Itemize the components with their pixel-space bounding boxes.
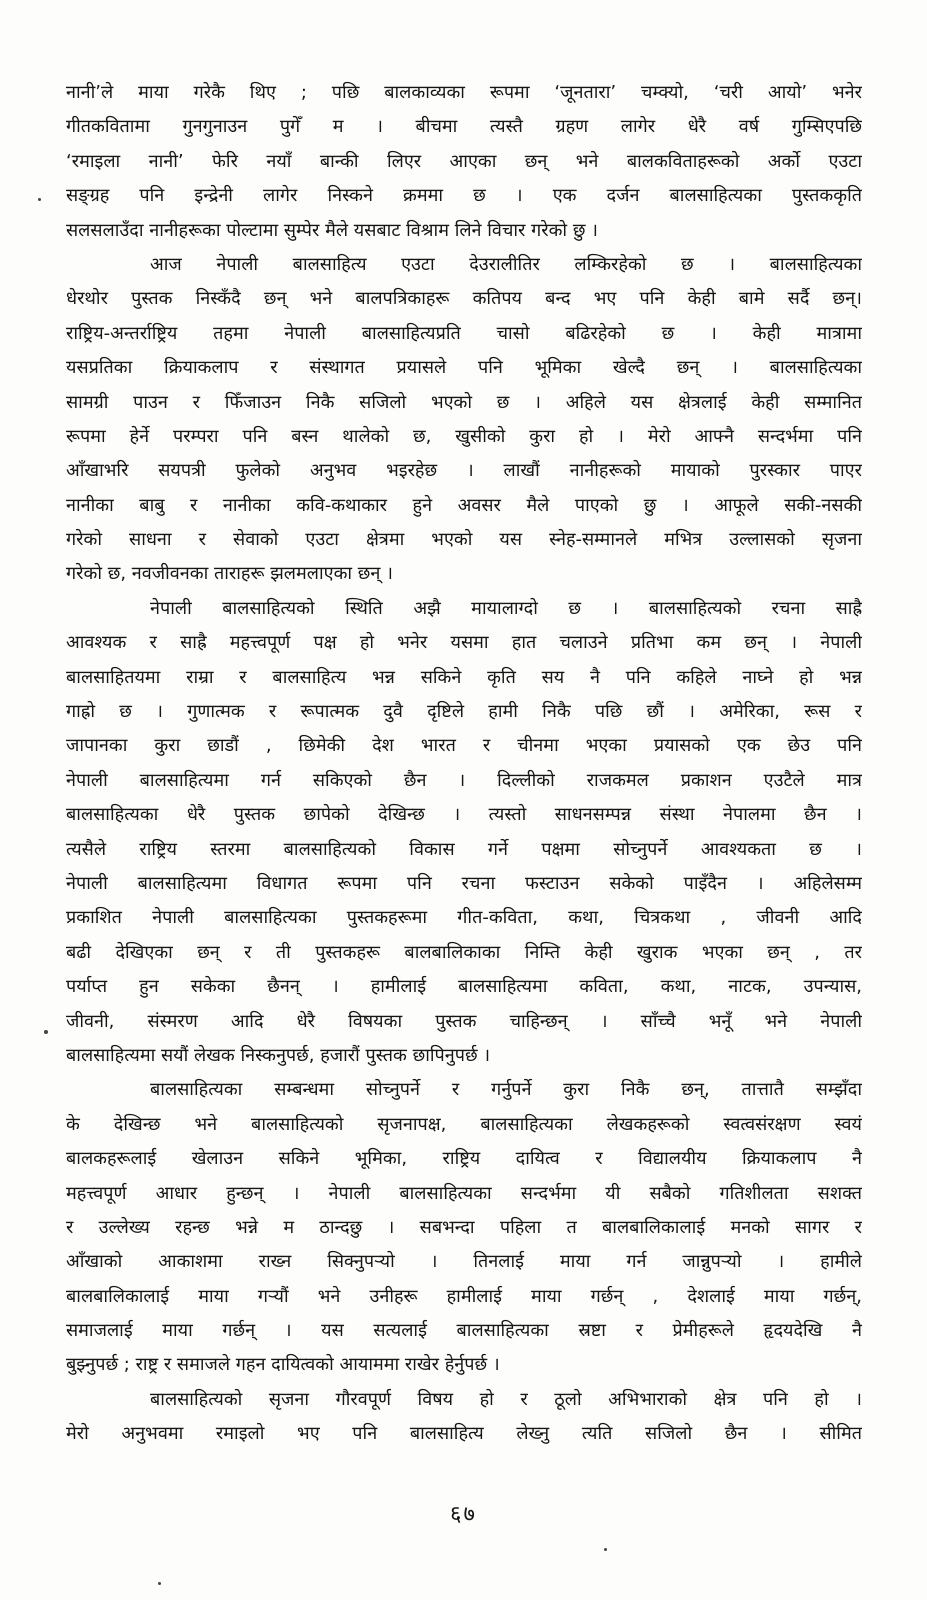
text-line: बालसाहित्यका सम्बन्धमा सोच्नुपर्ने र गर्नुपर्ने कुरा निकै छन्, तात्तातै सम्झँदा (150, 1079, 862, 1101)
body-text (66, 76, 862, 1452)
text-line: बालसाहित्यका धेरै पुस्तक छापेको देखिन्छ । त्यस्तो साधनसम्पन्न संस्था नेपालमा छैन । (66, 804, 862, 826)
text-line: र उल्लेख्य रहन्छ भन्ने म ठान्दछु । सबभन्दा पहिला त बालबालिकालाई मनको सागर र (66, 1216, 862, 1238)
text-line: नेपाली बालसाहित्यमा विधागत रूपमा पनि रचना फस्टाउन सकेको पाइँदैन । अहिलेसम्म (66, 872, 862, 894)
text-line: त्यसैले राष्ट्रिय स्तरमा बालसाहित्यको विकास गर्ने पक्षमा सोच्नुपर्ने आवश्यकता छ । (66, 838, 862, 860)
text-line: बालसाहितयमा राम्रा र बालसाहित्य भन्न सकिने कृति सय नै पनि कहिले नाघ्ने हो भन्न (66, 666, 862, 688)
text-line: के देखिन्छ भने बालसाहित्यको सृजनापक्ष, बालसाहित्यका लेखकहरूको स्वत्वसंरक्षण स्वयं (66, 1113, 862, 1135)
text-line: बालसाहित्यमा सयौं लेखक निस्कनुपर्छ, हजारौं पुस्तक छापिनुपर्छ । (66, 1044, 491, 1066)
text-line: आँखाभरि सयपत्री फुलेको अनुभव भइरहेछ । लाखौं नानीहरूको मायाको पुरस्कार पाएर (66, 460, 862, 482)
text-line: ‘रमाइला नानी’ फेरि नयाँ बान्की लिएर आएका छन् भने बालकविताहरूको अर्को एउटा (66, 150, 862, 172)
text-line: रूपमा हेर्ने परम्परा पनि बस्न थालेको छ, खुसीको कुरा हो । मेरो आफ्नै सन्दर्भमा पनि (66, 425, 862, 447)
text-line: नेपाली बालसाहित्यको स्थिति अझै मायालाग्दो छ । बालसाहित्यको रचना साह्रै (150, 597, 862, 619)
text-line: सलसलाउँदा नानीहरूका पोल्टामा सुम्पेर मैले यसबाट विश्राम लिने विचार गरेको छु । (66, 219, 598, 241)
text-line: बुझ्नुपर्छ ; राष्ट्र र समाजले गहन दायित्वको आयाममा राखेर हेर्नुपर्छ । (66, 1354, 500, 1376)
text-line: बालबालिकालाई माया गर्‍यौं भने उनीहरू हामीलाई माया गर्छन् , देशलाई माया गर्छन्, (66, 1285, 862, 1307)
text-line: गरेको छ, नवजीवनका ताराहरू झलमलाएका छन् । (66, 563, 393, 585)
text-line: पर्याप्त हुन सकेका छैनन् । हामीलाई बालसाहित्यमा कविता, कथा, नाटक, उपन्यास, (66, 976, 862, 998)
text-line: समाजलाई माया गर्छन् । यस सत्यलाई बालसाहित्यका स्रष्टा र प्रेमीहरूले हृदयदेखि नै (66, 1320, 862, 1342)
text-line: जीवनी, संस्मरण आदि धेरै विषयका पुस्तक चाहिन्छन् । साँच्चै भनूँ भने नेपाली (66, 1010, 862, 1032)
text-line: प्रकाशित नेपाली बालसाहित्यका पुस्तकहरूमा गीत-कविता, कथा, चित्रकथा , जीवनी आदि (66, 907, 862, 929)
text-line: नेपाली बालसाहित्यमा गर्न सकिएको छैन । दिल्लीको राजकमल प्रकाशन एउटैले मात्र (66, 769, 862, 791)
text-line: राष्ट्रिय-अन्तर्राष्ट्रिय तहमा नेपाली बालसाहित्यप्रति चासो बढिरहेको छ । केही मात्रामा (66, 322, 862, 344)
scan-speck (604, 1548, 607, 1551)
text-line: बढी देखिएका छन् र ती पुस्तकहरू बालबालिकाका निम्ति केही खुराक भएका छन् , तर (66, 941, 862, 963)
text-line: बालकहरूलाई खेलाउन सकिने भूमिका, राष्ट्रिय दायित्व र विद्यालयीय क्रियाकलाप नै (66, 1148, 862, 1170)
text-line: सामग्री पाउन र फिँजाउन निकै सजिलो भएको छ । अहिले यस क्षेत्रलाई केही सम्मानित (66, 391, 862, 413)
scan-speck (44, 1030, 48, 1034)
page-number: ६७ (450, 1502, 477, 1527)
scan-speck (38, 198, 41, 201)
text-line: नानी’ले माया गरेकै थिए ; पछि बालकाव्यका रूपमा ‘जूनतारा’ चम्क्यो, ‘चरी आयो’ भनेर (66, 82, 862, 103)
text-line: आँखाको आकाशमा राख्न सिक्नुपर्‍यो । तिनलाई माया गर्न जान्नुपर्‍यो । हामीले (66, 1251, 862, 1273)
text-line: गरेको साधना र सेवाको एउटा क्षेत्रमा भएको यस स्नेह-सम्मानले मभित्र उल्लासको सृजना (66, 529, 862, 551)
text-line: धेरथोर पुस्तक निस्कँदै छन् भने बालपत्रिकाहरू कतिपय बन्द भए पनि केही बामे सर्दै छन्। (66, 288, 862, 310)
text-line: महत्त्वपूर्ण आधार हुन्छन् । नेपाली बालसाहित्यका सन्दर्भमा यी सबैको गतिशीलता सशक्त (66, 1182, 862, 1204)
text-line: गाह्रो छ । गुणात्मक र रूपात्मक दुवै दृष्टिले हामी निकै पछि छौं । अमेरिका, रूस र (66, 701, 862, 723)
text-line: यसप्रतिका क्रियाकलाप र संस्थागत प्रयासले पनि भूमिका खेल्दै छन् । बालसाहित्यका (66, 357, 862, 379)
text-line: सङ्ग्रह पनि इन्द्रेनी लागेर निस्कने क्रममा छ । एक दर्जन बालसाहित्यका पुस्तककृति (66, 185, 862, 207)
text-line: मेरो अनुभवमा रमाइलो भए पनि बालसाहित्य लेख्नु त्यति सजिलो छैन । सीमित (66, 1423, 862, 1445)
text-line: जापानका कुरा छाडौं , छिमेकी देश भारत र चीनमा भएका प्रयासको एक छेउ पनि (66, 735, 862, 757)
text-line: नानीका बाबु र नानीका कवि-कथाकार हुने अवसर मैले पाएको छु । आफूले सकी-नसकी (66, 494, 862, 516)
text-line: आवश्यक र साह्रै महत्त्वपूर्ण पक्ष हो भनेर यसमा हात चलाउने प्रतिभा कम छन् । नेपाली (66, 632, 862, 654)
scan-speck (158, 1582, 161, 1585)
text-line: गीतकवितामा गुनगुनाउन पुगेँ म । बीचमा त्यस्तै ग्रहण लागेर धेरै वर्ष गुम्सिएपछि (66, 116, 862, 138)
text-line: आज नेपाली बालसाहित्य एउटा देउरालीतिर लम्किरहेको छ । बालसाहित्यका (150, 253, 862, 275)
text-line: बालसाहित्यको सृजना गौरवपूर्ण विषय हो र ठूलो अभिभाराको क्षेत्र पनि हो । (150, 1388, 862, 1410)
